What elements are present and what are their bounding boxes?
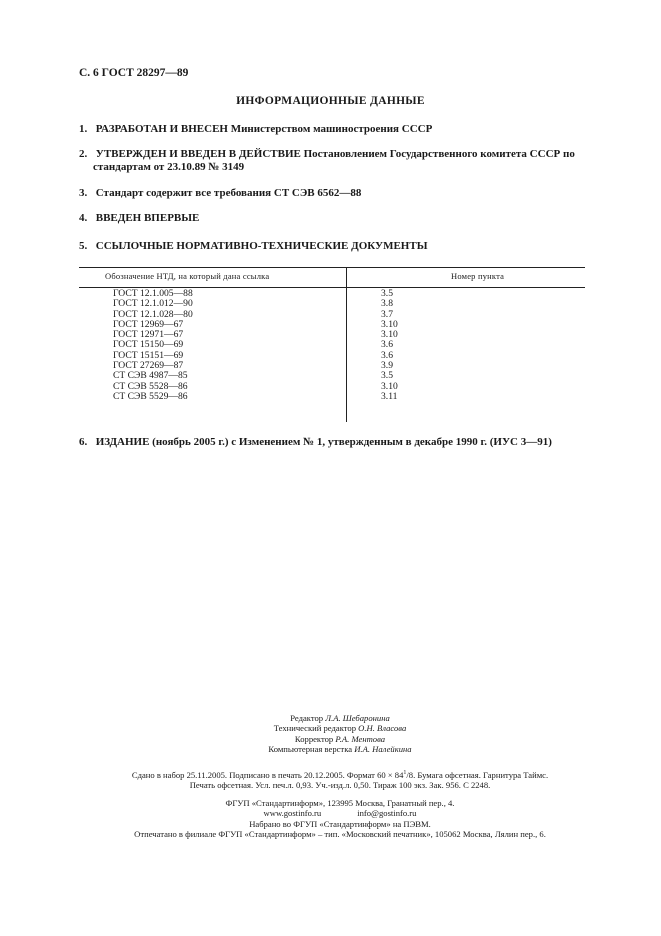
print-text-tail: . Бумага офсетная. Гарнитура Таймс.: [413, 769, 549, 780]
doc-cell: ГОСТ 12.1.012—90: [113, 298, 193, 310]
credit-name: Л.А. Шебаронина: [325, 713, 390, 723]
doc-cell: ГОСТ 27269—87: [113, 360, 184, 372]
credit-role: Редактор: [290, 713, 324, 723]
item-text: Стандарт содержит все требования СТ СЭВ 6562—88: [95, 187, 362, 199]
publisher-contacts: [60, 808, 620, 818]
item-text: ВВЕДЕН ВПЕРВЫЕ: [95, 212, 200, 224]
print-text: Сдано в набор 25.11.2005. Подписано в печать 20.12.2005. Формат 60 × 84: [131, 769, 404, 780]
point-cell: 3.10: [381, 318, 398, 330]
doc-cell: СТ СЭВ 4987—85: [113, 370, 188, 382]
print-line: Печать офсетная. Усл. печ.л. 0,93. Уч.-изд.л. 0,50. Тираж 100 экз. Зак. 956. С 2248.: [189, 780, 491, 791]
item-2-continuation: стандартам от 23.10.89 № 3149: [93, 161, 245, 173]
credit-name: О.Н. Власова: [358, 723, 407, 734]
table-row: [79, 392, 585, 402]
credit-name: Р.А. Ментова: [335, 733, 386, 744]
doc-cell: ГОСТ 15151—69: [113, 349, 184, 361]
item-5: [79, 240, 428, 252]
credit-line: [60, 734, 620, 744]
format-superscript: 1: [403, 770, 407, 776]
point-cell: 3.11: [381, 390, 398, 402]
credit-line: [60, 723, 620, 733]
table-top-rule: [79, 267, 585, 268]
table-col1-header: Обозначение НТД, на который дана ссылка: [105, 271, 270, 281]
item-number: 4.: [79, 212, 88, 224]
page-header: С. 6 ГОСТ 28297—89: [79, 67, 189, 79]
item-text: РАЗРАБОТАН И ВНЕСЕН Министерством машиностроения СССР: [95, 123, 433, 135]
item-number: 3.: [79, 187, 88, 199]
credit-role: Корректор: [294, 733, 334, 744]
publisher-website: www.gostinfo.ru: [263, 808, 322, 819]
editorial-credits: [60, 713, 620, 755]
credit-line: [60, 744, 620, 754]
publisher-email: info@gostinfo.ru: [357, 808, 417, 819]
item-6: [79, 436, 552, 448]
item-4: [79, 212, 199, 224]
table-body: [79, 289, 585, 402]
item-number: 1.: [79, 123, 88, 135]
print-line: [60, 768, 620, 780]
doc-cell: ГОСТ 12971—67: [113, 329, 184, 341]
reference-table: [79, 267, 585, 422]
item-number: 6.: [79, 436, 88, 448]
item-text: ИЗДАНИЕ (ноябрь 2005 г.) с Изменением № 1, утвержденным в декабре 1990 г. (ИУС 3—91): [95, 436, 552, 448]
point-cell: 3.10: [381, 329, 398, 341]
point-cell: 3.5: [381, 288, 393, 299]
doc-cell: СТ СЭВ 5529—86: [113, 390, 188, 402]
credit-line: [60, 713, 620, 723]
point-cell: 3.5: [381, 370, 393, 382]
item-2: [79, 148, 575, 160]
print-details: [60, 768, 620, 791]
publisher-info: [60, 798, 620, 840]
doc-cell: ГОСТ 12.1.005—88: [113, 288, 193, 299]
item-3: [79, 187, 361, 199]
credit-role: Технический редактор: [273, 723, 356, 734]
item-number: 5.: [79, 240, 88, 252]
section-title: ИНФОРМАЦИОННЫЕ ДАННЫЕ: [236, 95, 425, 107]
item-text: УТВЕРЖДЕН И ВВЕДЕН В ДЕЙСТВИЕ Постановлением Государственного комитета СССР по: [95, 148, 575, 160]
publisher-line: ФГУП «Стандартинформ», 123995 Москва, Гранатный пер., 4.: [225, 798, 455, 808]
point-cell: 3.8: [381, 298, 393, 310]
credit-role: Компьютерная верстка: [268, 744, 353, 755]
point-cell: 3.6: [381, 339, 393, 351]
doc-cell: СТ СЭВ 5528—86: [113, 380, 188, 392]
publisher-line: Набрано во ФГУП «Стандартинформ» на ПЭВМ.: [249, 818, 431, 829]
publisher-line: Отпечатано в филиале ФГУП «Стандартинформ» – тип. «Московский печатник», 105062 Москва, Лялин пер., 6.: [134, 829, 546, 840]
format-denominator: /8: [406, 769, 414, 780]
doc-cell: ГОСТ 12969—67: [113, 318, 184, 330]
point-cell: 3.6: [381, 349, 393, 361]
doc-cell: ГОСТ 15150—69: [113, 339, 184, 351]
item-1: [79, 123, 432, 135]
item-text: ССЫЛОЧНЫЕ НОРМАТИВНО-ТЕХНИЧЕСКИЕ ДОКУМЕНТЫ: [95, 240, 428, 252]
item-number: 2.: [79, 148, 88, 160]
point-cell: 3.7: [381, 308, 393, 320]
point-cell: 3.10: [381, 380, 398, 392]
credit-name: И.А. Налейкина: [354, 744, 412, 755]
point-cell: 3.9: [381, 360, 393, 372]
doc-cell: ГОСТ 12.1.028—80: [113, 308, 193, 320]
table-col2-header: Номер пункта: [451, 271, 505, 281]
